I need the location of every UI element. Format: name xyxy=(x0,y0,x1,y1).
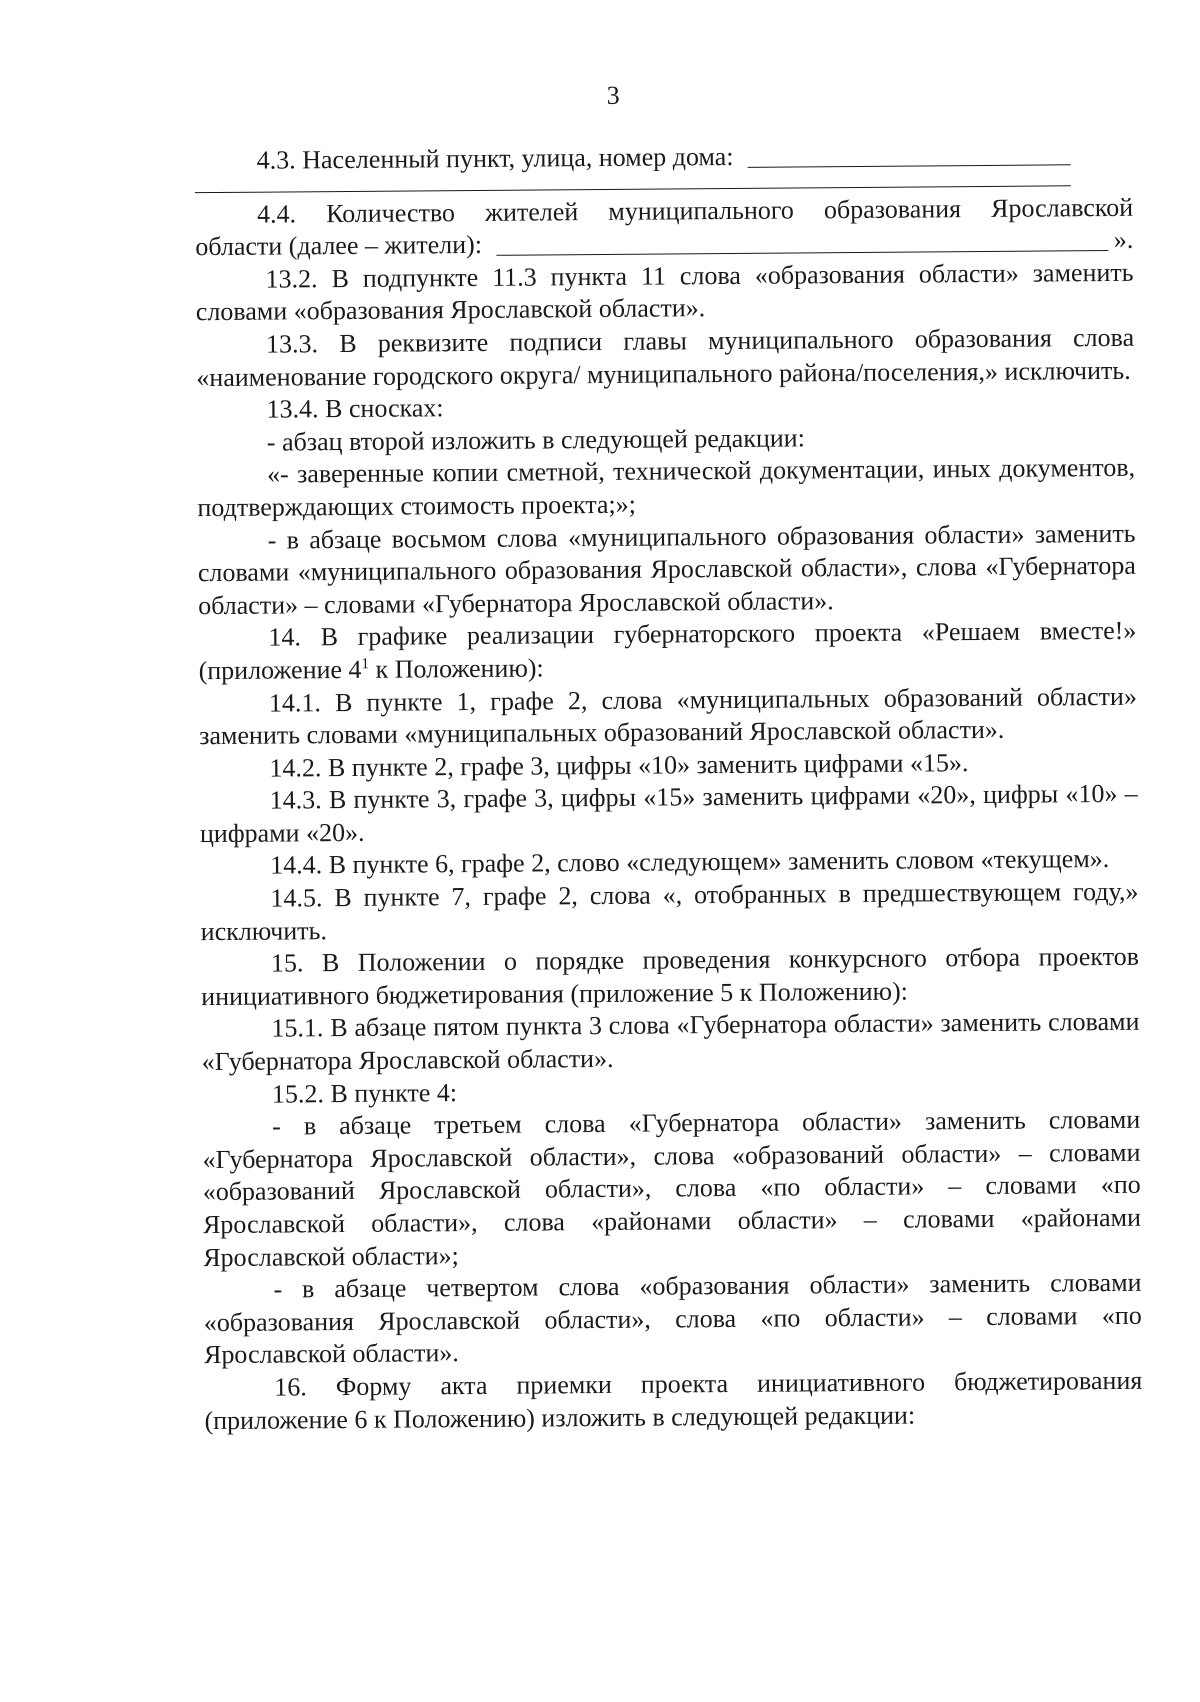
item-4-4-line1: 4.4. Количество жителей муниципального образования Ярославской xyxy=(256,192,1134,229)
item-13-4-sub1: - абзац второй изложить в следующей редакции: xyxy=(266,423,805,457)
item-4-3-blank-line xyxy=(747,142,1070,168)
item-4-4-blank-line xyxy=(496,228,1108,256)
item-16: 16. Форму акта приемки проекта инициативного бюджетирования (приложение 6 к Положению) изложить в следующей редакции: xyxy=(204,1365,1143,1435)
item-14-text-a: 14. В графике реализации губернаторского проекта «Решаем вместе!» (приложение 4 xyxy=(198,616,1137,686)
item-14-2: 14.2. В пункте 2, графе 3, цифры «10» заменить цифрами «15». xyxy=(269,747,969,783)
item-14-text-b: к Положению): xyxy=(368,653,544,684)
page-number: 3 xyxy=(606,80,620,110)
item-4-3-label: 4.3. Населенный пункт, улица, номер дома: xyxy=(256,141,734,175)
item-15: 15. В Положении о порядке проведения конкурсного отбора проектов инициативного бюджетирования (приложение 5 к Положению): xyxy=(201,942,1140,1011)
document-body xyxy=(195,138,1143,1437)
item-15-1: 15.1. В абзаце пятом пункта 3 слова «Губернатора области» заменить словами «Губернатора Ярославской области». xyxy=(201,1007,1140,1077)
item-13-4-heading: 13.4. В сносках: xyxy=(266,393,444,424)
item-13-3: 13.3. В реквизите подписи главы муниципального образования слова «наименование городского округа/ муниципального района/поселения,» исключить. xyxy=(196,322,1135,392)
item-13-4-sub2: - в абзаце восьмом слова «муниципального образования области» заменить словами «муниципального образования Ярославской области», слова «Губернатора области» – словами «Губернатора Ярославской области». xyxy=(197,518,1136,620)
item-14-4: 14.4. В пункте 6, графе 2, слово «следующем» заменить словом «текущем». xyxy=(270,844,1110,881)
item-4-4-suffix: ». xyxy=(1113,224,1134,255)
item-14-superscript: 1 xyxy=(361,656,370,673)
item-4-4-prefix: области (далее – жители): xyxy=(195,230,483,262)
item-15-2-heading: 15.2. В пункте 4: xyxy=(271,1077,458,1109)
item-4-3 xyxy=(195,138,1133,178)
item-14-1: 14.1. В пункте 1, графе 2, слова «муниципальных образований области» заменить словами «муниципальных образований Ярославской области». xyxy=(199,681,1137,751)
item-15-2-sub2: - в абзаце четвертом слова «образования области» заменить словами «образования Ярославской области», слова «по области» – словами «по Ярославской области». xyxy=(203,1267,1142,1370)
item-15-2-sub1: - в абзаце третьем слова «Губернатора области» заменить словами «Губернатора Ярославской области», слова «образований области» – словами «образований Ярославской области», слова «по области» – словами «по Ярославской области», слова «районами области» – словами «районами Ярославской области»; xyxy=(202,1104,1142,1272)
item-13-2: 13.2. В подпункте 11.3 пункта 11 слова «образования области» заменить словами «образования Ярославской области». xyxy=(195,257,1134,327)
item-14-3: 14.3. В пункте 3, графе 3, цифры «15» заменить цифрами «20», цифры «10» – цифрами «20». xyxy=(199,779,1138,849)
item-14-5: 14.5. В пункте 7, графе 2, слова «, отобранных в предшествующем году,» исключить. xyxy=(200,876,1139,946)
item-13-4-quote: «- заверенные копии сметной, технической документации, иных документов, подтверждающих стоимость проекта;»; xyxy=(197,453,1136,523)
item-14 xyxy=(198,615,1136,688)
